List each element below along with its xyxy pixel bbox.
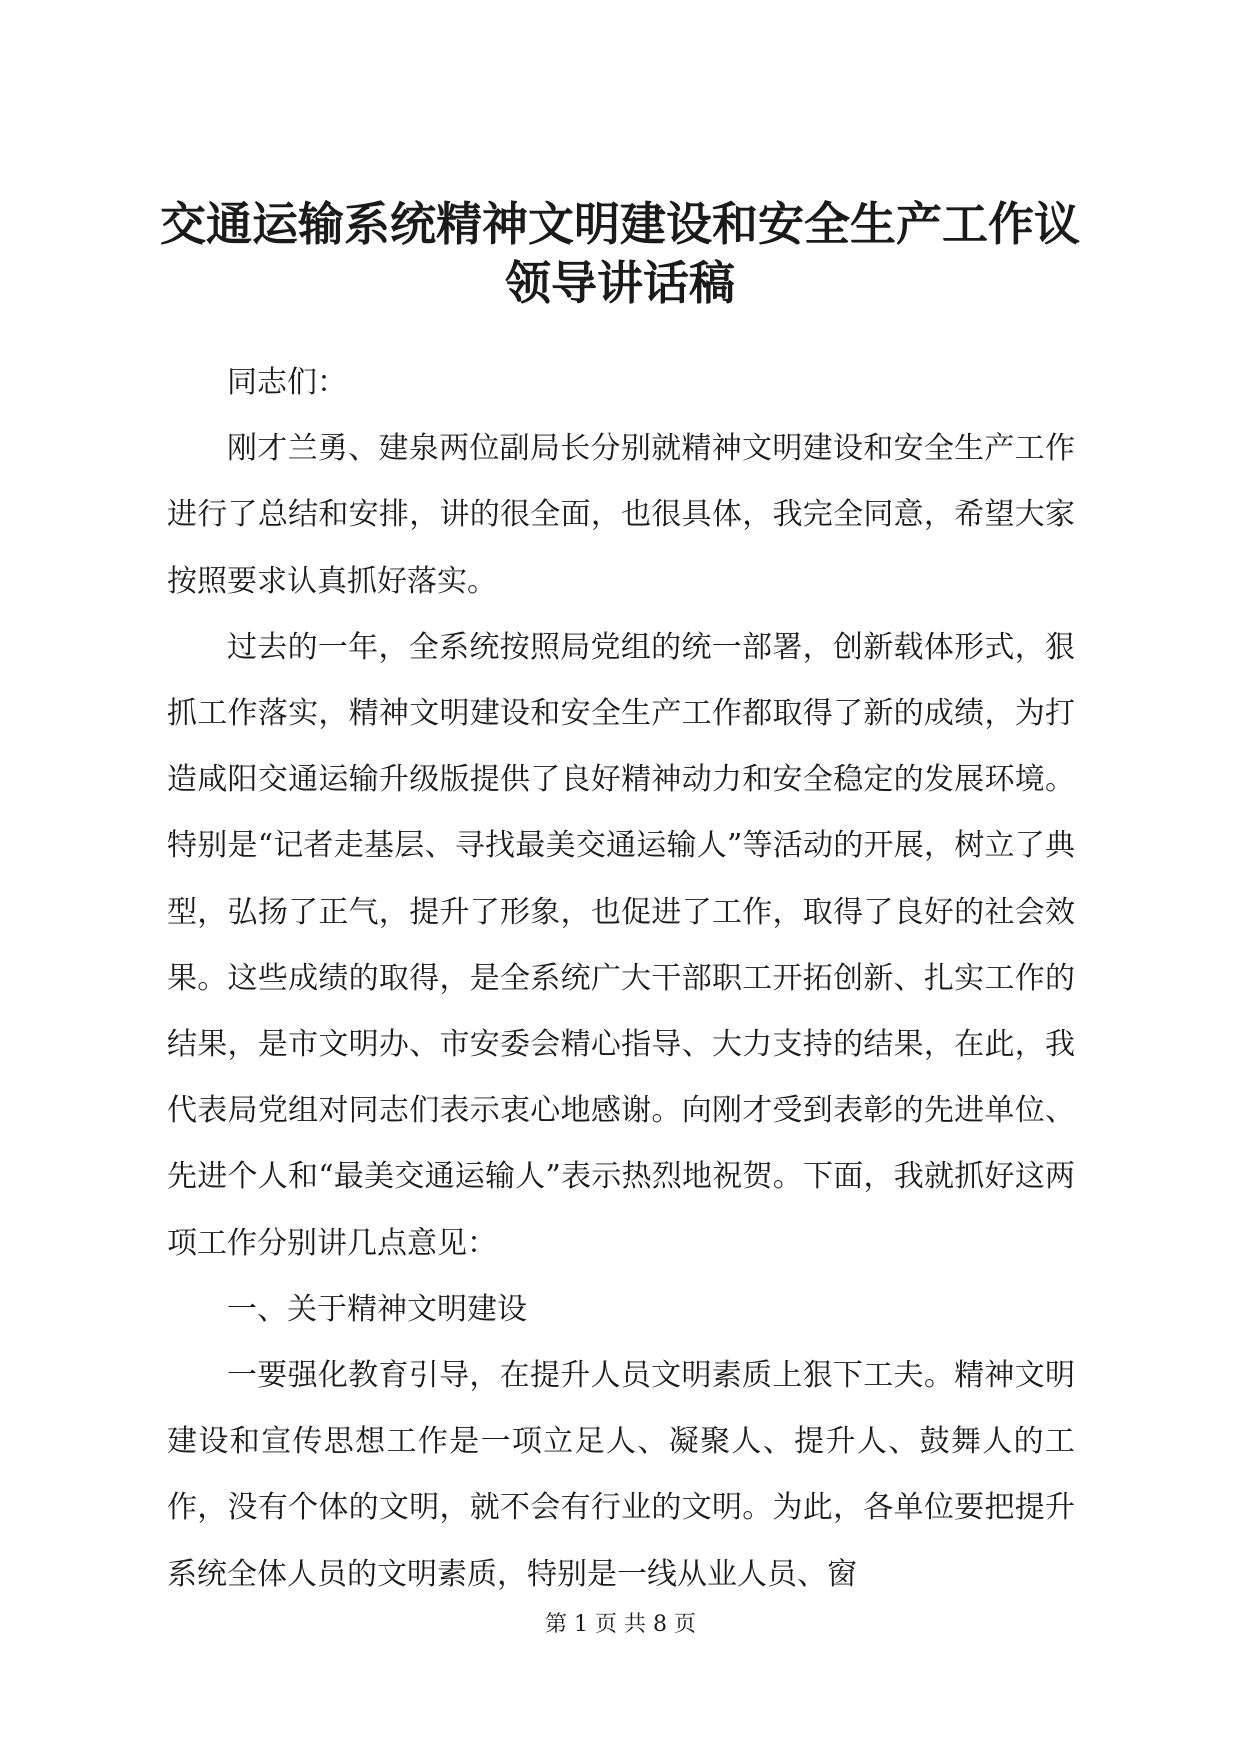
document-title-line-2: 领导讲话稿 [505, 256, 735, 310]
section-heading: 一、关于精神文明建设 [227, 1291, 527, 1327]
document-title-line-1: 交通运输系统精神文明建设和安全生产工作议 [160, 197, 1080, 251]
paragraph: 过去的一年，全系统按照局党组的统一部署，创新载体形式，狠抓工作落实，精神文明建设和安全生产工作都取得了新的成绩，为打造咸阳交通运输升级版提供了良好精神动力和安全稳定的发展环境。特别是“记者走基层、寻找最美交通运输人”等活动的开展，树立了典型，弘扬了正气，提升了形象，也促进了工作，取得了良好的社会效果。这些成绩的取得，是全系统广大干部职工开拓创新、扎实工作的结果，是市文明办、市安委会精心指导、大力支持的结果，在此，我代表局党组对同志们表示衷心地感谢。向刚才受到表彰的先进单位、先进个人和“最美交通运输人”表示热烈地祝贺。下面，我就抓好这两项工作分别讲几点意见： [167, 629, 1075, 1261]
paragraph: 刚才兰勇、建泉两位副局长分别就精神文明建设和安全生产工作进行了总结和安排，讲的很全面，也很具体，我完全同意，希望大家按照要求认真抓好落实。 [167, 431, 1075, 599]
salutation: 同志们： [227, 365, 347, 400]
page-number-footer: 第 1 页 共 8 页 [545, 1612, 696, 1637]
document-body [167, 350, 1075, 1608]
paragraph: 一要强化教育引导，在提升人员文明素质上狠下工夫。精神文明建设和宣传思想工作是一项立足人、凝聚人、提升人、鼓舞人的工作，没有个体的文明，就不会有行业的文明。为此，各单位要把提升系统全体人员的文明素质，特别是一线从业人员、窗 [167, 1358, 1075, 1592]
